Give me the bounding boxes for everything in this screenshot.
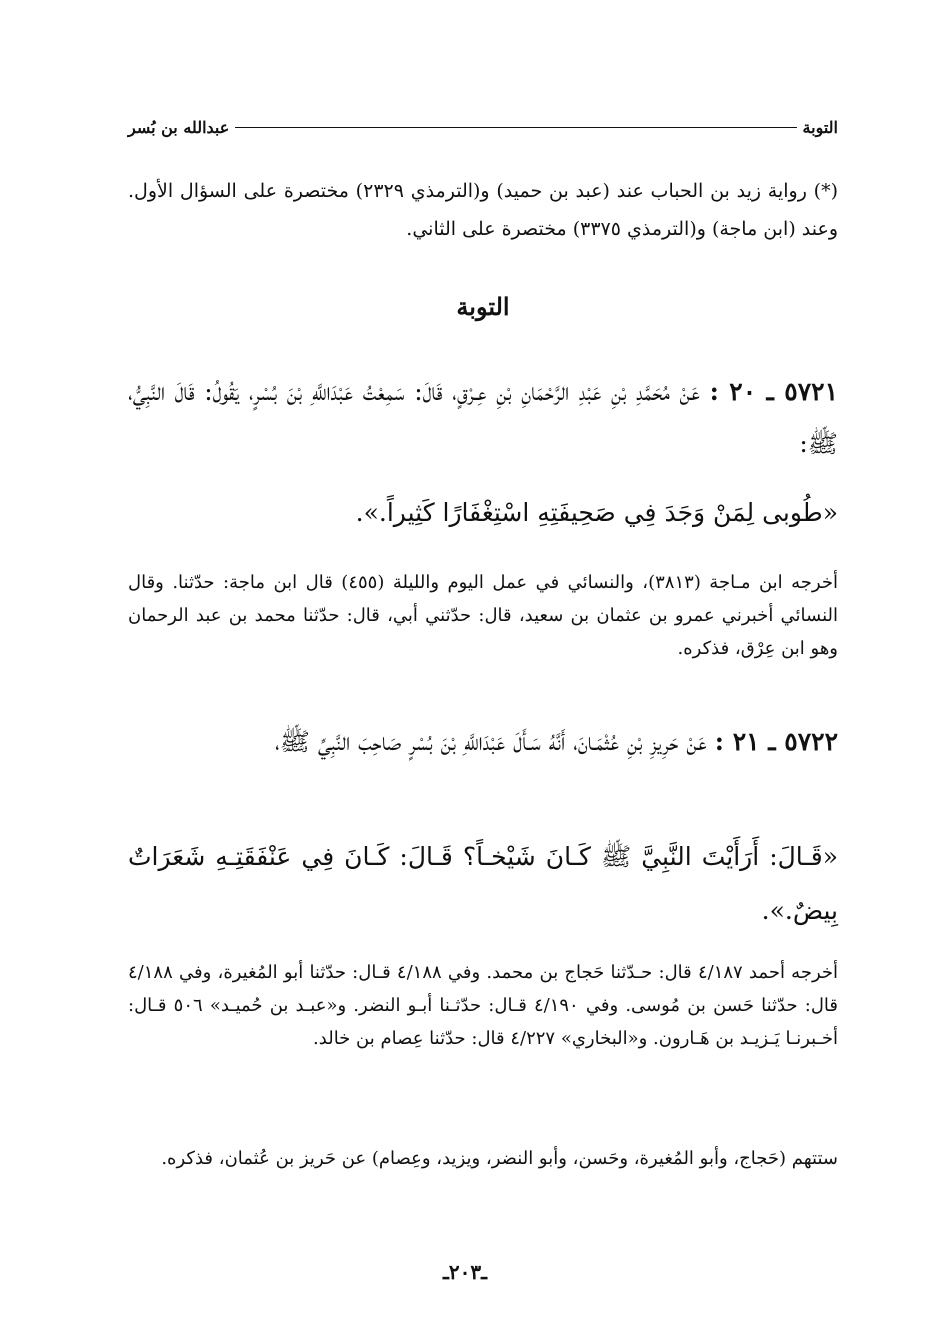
header-companion: عبدالله بن بُسر <box>128 117 230 137</box>
hadith-takhrij: أخرجه ابن مـاجة (٣٨١٣)، والنسائي في عمل اليوم والليلة (٤٥٥) قال ابن ماجة: حدّثنا. وقال النسائي أخبرني عمرو بن عثمان بن سعيد، قال: حدّثني أبي، قال: حدّثنا محمد بن عبد الرحمان وهو ابن عِرْق، فذكره. <box>128 572 838 659</box>
hadith-5722 <box>128 716 838 768</box>
hadith-takhrij: أخرجه أحمد ٤/١٨٧ قال: حـدّثنا حَجاج بن محمد. وفي ٤/١٨٨ قـال: حدّثنا أبو المُغيرة، وفي ٤/١٨٨ قال: حدّثنا حَسن بن مُوسى. وفي ٤/١٩٠ قـال: حدّثـنا أبـو النضر. و«عبـد بن حُميـد» ٥٠٦ قـال: أخـبرنـا يَـزيـد بن هَـارون. و«البخاري» ٤/٢٢٧ قال: حدّثنا عِصام بن خالد. <box>128 962 839 1049</box>
hadith-5721 <box>128 366 838 470</box>
running-header <box>128 112 838 142</box>
hadith-isnad: عَنْ حَرِيزِ بْنِ عُثْمَـانَ، أَنَّهُ سَـأَلَ عَبْدَاللَّهِ بْنَ بُسْرٍ صَاحِبَ النَّبِيِّ ﷺ، <box>274 727 707 756</box>
hadith-matn: «قَـالَ: أَرَأَيْتَ النَّبِيَّ ﷺ كَـانَ شَيْخـاً؟ قَـالَ: كَـانَ فِي عَنْفَقَتِـهِ شَعَرَاتٌ بِيضٌ.». <box>128 842 838 925</box>
page-number: ـ٢٠٣ـ <box>443 1260 487 1284</box>
hadith-isnad: عَنْ مُحَمَّدِ بْنِ عَبْدِ الرَّحْمَانِ بْنِ عِـرْقٍ، قَالَ: سَمِعْتُ عَبْدَاللَّهِ بْنَ بُسْرٍ، يَقُولُ: قَالَ النَّبِيُّ، ﷺ: <box>128 377 838 458</box>
section-title: التوبة <box>456 292 510 321</box>
hadith-takhrij-summary: ستتهم (حَجاج، وأبو المُغيرة، وحَسن، وأبو النضر، ويزيد، وعِصام) عن حَريز بن عُثمان، فذكره. <box>161 1148 838 1169</box>
hadith-number: ٥٧٢١ ـ ٢٠ : <box>709 377 839 406</box>
footnote: (*) رواية زيد بن الحباب عند (عبد بن حميد) و(الترمذي ٢٣٢٩) مختصرة على السؤال الأول. وعند (ابن ماجة) و(الترمذي ٣٣٧٥) مختصرة على الثاني. <box>128 180 838 240</box>
hadith-matn: «طُوبى لِمَنْ وَجَدَ فِي صَحِيفَتِهِ اسْتِغْفَارًا كَثِيراً.». <box>355 498 838 527</box>
header-chapter: التوبة <box>802 117 838 137</box>
header-rule <box>235 127 796 128</box>
hadith-number: ٥٧٢٢ ـ ٢١ : <box>714 727 838 756</box>
